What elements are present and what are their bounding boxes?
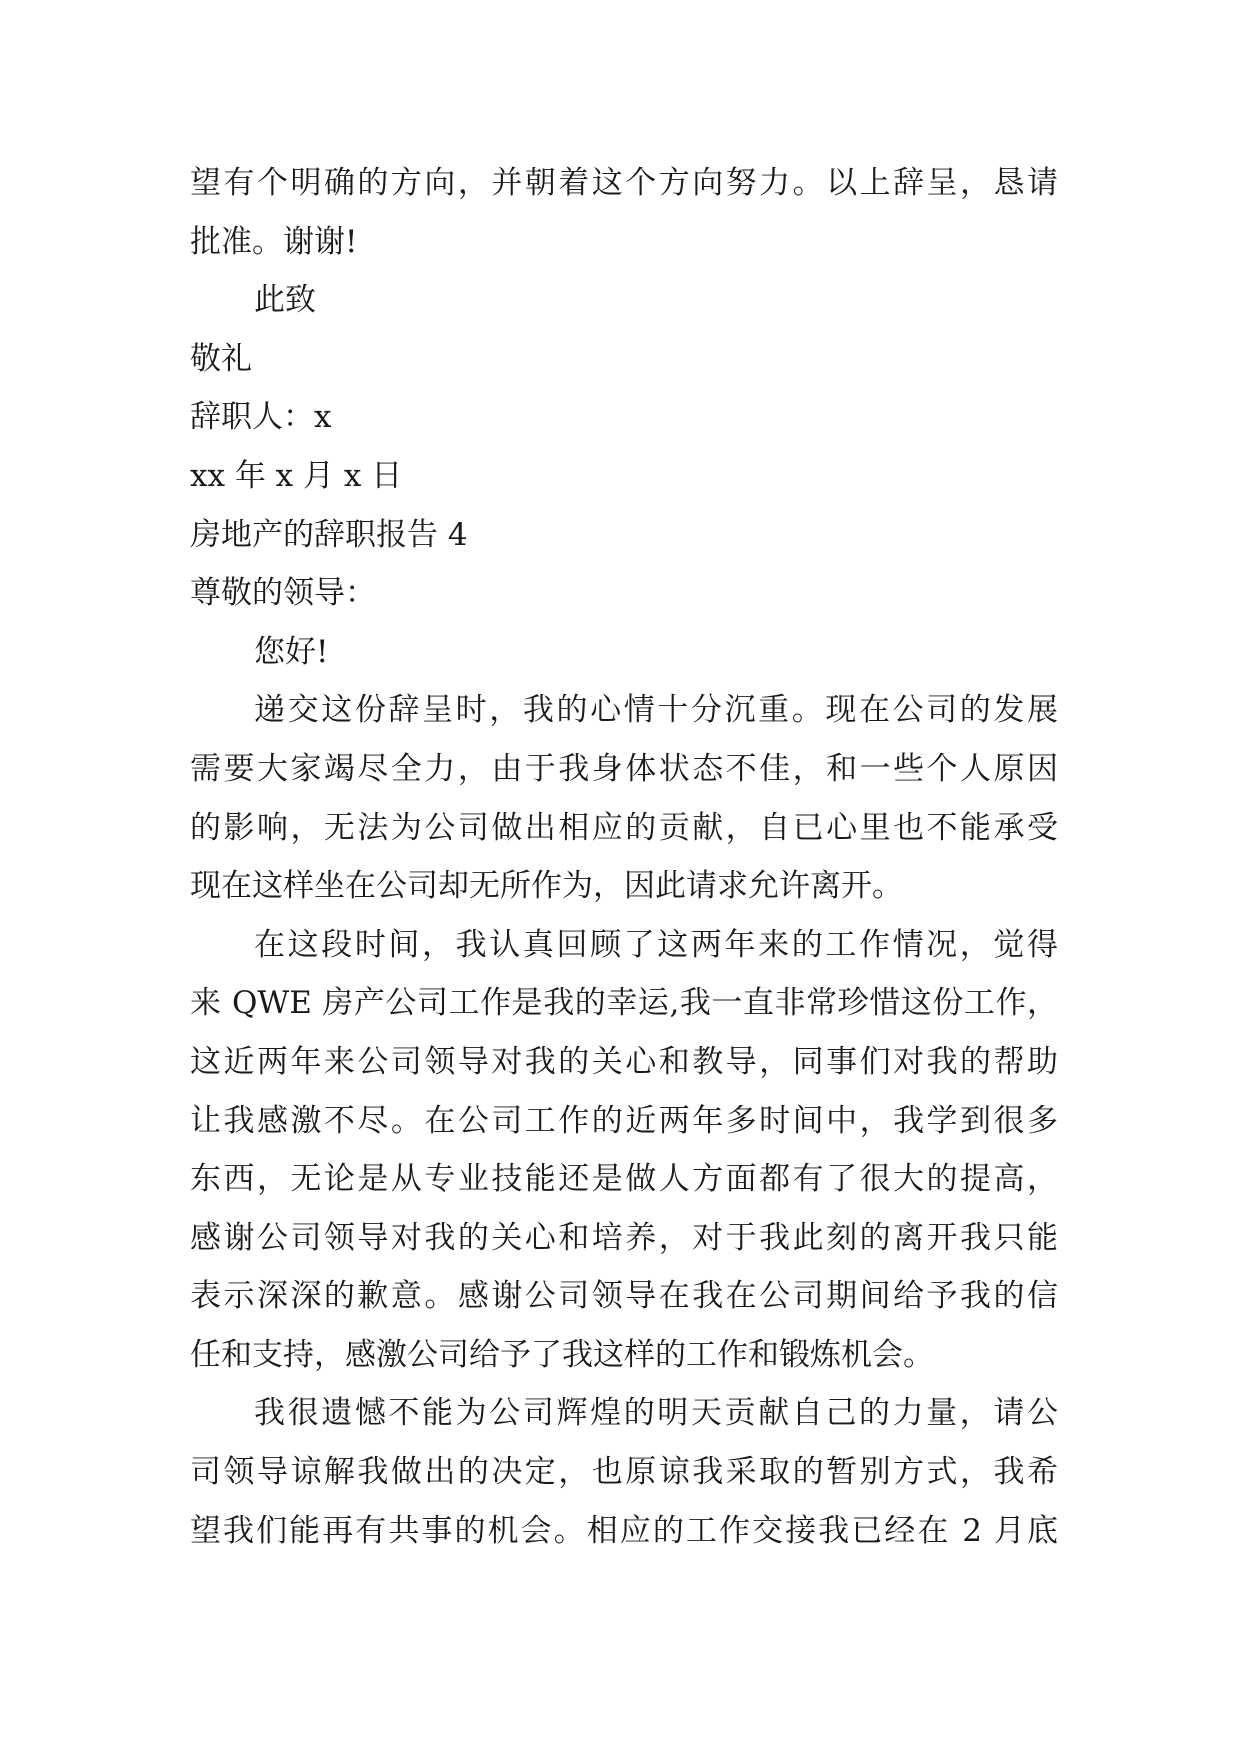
text-line: 批准。谢谢!: [190, 223, 358, 260]
document-body: [190, 154, 1058, 1560]
text-line: 我很遗憾不能为公司辉煌的明天贡献自己的力量，请公: [254, 1395, 1058, 1432]
text-line: 房地产的辞职报告 4: [190, 516, 468, 553]
text-line: 此致: [254, 282, 316, 319]
text-line: 望我们能再有共事的机会。相应的工作交接我已经在 2 月底: [190, 1512, 1058, 1549]
text-line: 来 QWE 房产公司工作是我的幸运,我一直非常珍惜这份工作，: [190, 985, 1058, 1022]
text-line: 东西，无论是从专业技能还是做人方面都有了很大的提高，: [190, 1161, 1058, 1198]
text-line: 表示深深的歉意。感谢公司领导在我在公司期间给予我的信: [190, 1278, 1058, 1315]
text-line: 望有个明确的方向，并朝着这个方向努力。以上辞呈，恳请: [190, 165, 1058, 201]
text-line: 让我感激不尽。在公司工作的近两年多时间中，我学到很多: [190, 1102, 1058, 1139]
text-line: 需要大家竭尽全力，由于我身体状态不佳，和一些个人原因: [190, 750, 1058, 787]
text-line: 的影响，无法为公司做出相应的贡献，自已心里也不能承受: [190, 809, 1058, 846]
text-line: 辞职人：x: [190, 399, 332, 436]
text-line: 敬礼: [190, 340, 252, 377]
text-line: 您好!: [254, 633, 329, 670]
text-line: xx 年 x 月 x 日: [190, 457, 403, 494]
text-line: 现在这样坐在公司却无所作为，因此请求允许离开。: [190, 868, 903, 905]
text-line: 感谢公司领导对我的关心和培养，对于我此刻的离开我只能: [190, 1219, 1058, 1256]
text-line: 司领导谅解我做出的决定，也原谅我采取的暂别方式，我希: [190, 1454, 1058, 1491]
text-line: 任和支持，感激公司给予了我这样的工作和锻炼机会。: [190, 1336, 934, 1373]
text-line: 递交这份辞呈时，我的心情十分沉重。现在公司的发展: [254, 692, 1058, 729]
text-line: 在这段时间，我认真回顾了这两年来的工作情况，觉得: [254, 926, 1058, 963]
text-line: 尊敬的领导：: [190, 575, 376, 612]
text-line: 这近两年来公司领导对我的关心和教导，同事们对我的帮助: [190, 1043, 1058, 1080]
